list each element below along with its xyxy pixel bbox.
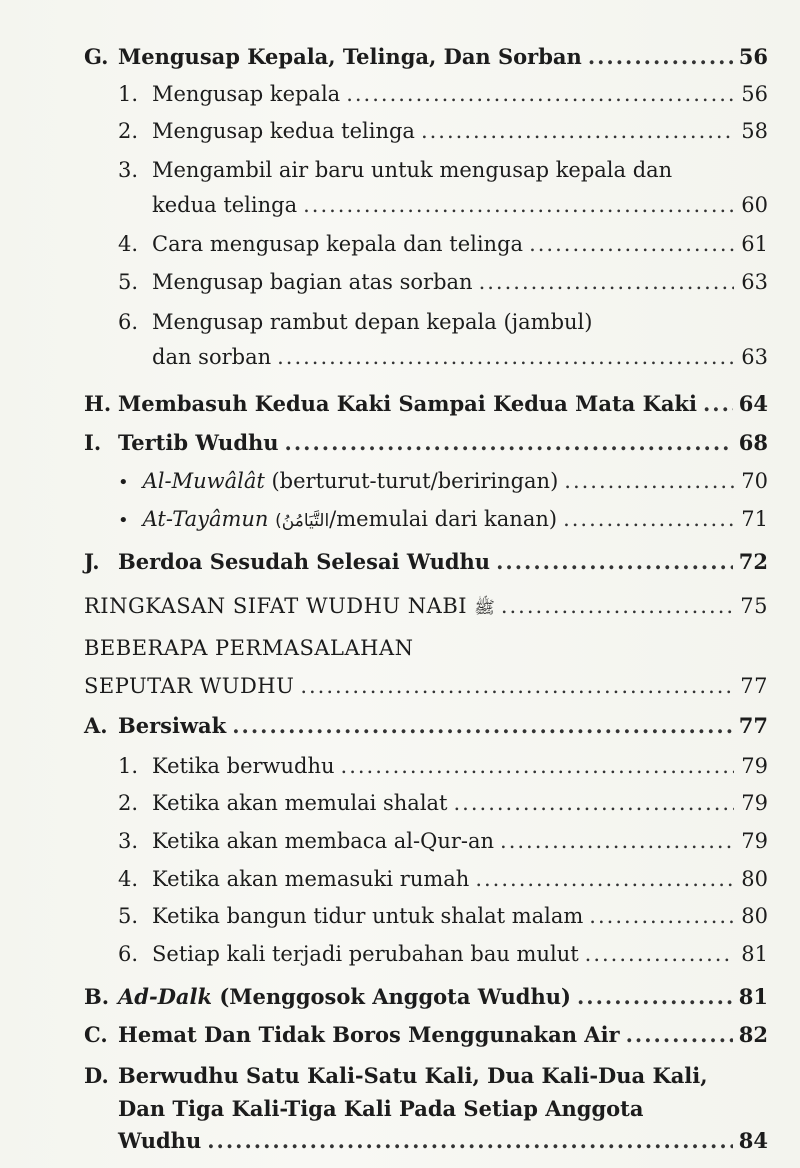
page-number: 72 <box>738 549 768 574</box>
toc-entry-a5[interactable]: 5. Ketika bangun tidur untuk shalat malam ..... 80 <box>118 904 768 928</box>
toc-entry-g2[interactable]: 2. Mengusap kedua telinga ..... 58 <box>118 119 768 143</box>
page-number: 64 <box>738 391 768 416</box>
dot-leader <box>577 984 733 1009</box>
toc-entry-g6[interactable]: dan sorban ..... 63 <box>152 345 768 369</box>
toc-entry-beberapa[interactable]: SEPUTAR WUDHU ..... 77 <box>84 674 768 698</box>
toc-entry-i-bullet2[interactable]: • At-Tayâmun (التَّيَامُنُ/memulai dari kanan) ..... 71 <box>118 507 768 531</box>
page-number: 63 <box>741 345 768 369</box>
page-number: 75 <box>740 594 768 618</box>
dot-leader <box>564 469 734 493</box>
page-number: 56 <box>738 44 768 69</box>
page-number: 63 <box>741 270 768 294</box>
dot-leader <box>454 791 735 815</box>
dot-leader <box>207 1128 733 1153</box>
toc-entry-d-line2[interactable]: Dan Tiga Kali-Tiga Kali Pada Setiap Anggota <box>118 1096 644 1121</box>
dot-leader <box>589 904 734 928</box>
toc-entry-g3-line1[interactable]: 3. Mengambil air baru untuk mengusap kepala dan <box>118 158 673 182</box>
toc-entry-g1[interactable]: 1. Mengusap kepala ..... 56 <box>118 82 768 106</box>
page-number: 71 <box>741 507 768 531</box>
dot-leader <box>475 867 734 891</box>
toc-entry-a1[interactable]: 1. Ketika berwudhu ..... 79 <box>118 754 768 778</box>
toc-entry-i-bullet1[interactable]: • Al-Muwâlât (berturut-turut/beriringan) ..... 70 <box>118 469 768 493</box>
page-number: 82 <box>738 1022 768 1047</box>
dot-leader <box>303 193 734 217</box>
toc-entry-c[interactable]: C. Hemat Dan Tidak Boros Menggunakan Air ..... 82 <box>84 1022 768 1047</box>
dot-leader <box>626 1022 733 1047</box>
page-number: 61 <box>741 232 768 256</box>
toc-entry-a2[interactable]: 2. Ketika akan memulai shalat ..... 79 <box>118 791 768 815</box>
toc-entry-beberapa-line1[interactable]: BEBERAPA PERMASALAHAN <box>84 636 414 660</box>
toc-entry-g5[interactable]: 5. Mengusap bagian atas sorban ..... 63 <box>118 270 768 294</box>
page-number: 70 <box>741 469 768 493</box>
page-number: 58 <box>741 119 768 143</box>
dot-leader <box>300 674 734 698</box>
toc-entry-j[interactable]: J. Berdoa Sesudah Selesai Wudhu ..... 72 <box>84 549 768 574</box>
salawat-glyph: ﷺ <box>474 598 495 618</box>
dot-leader <box>588 44 733 69</box>
dot-leader <box>585 942 734 966</box>
toc-entry-g4[interactable]: 4. Cara mengusap kepala dan telinga ..... 61 <box>118 232 768 256</box>
dot-leader <box>500 829 734 853</box>
page-number: 77 <box>738 713 768 738</box>
dot-leader <box>501 594 734 618</box>
dot-leader <box>529 232 734 256</box>
dot-leader <box>563 507 734 531</box>
toc-entry-g3[interactable]: kedua telinga ..... 60 <box>152 193 768 217</box>
bullet-icon: • <box>118 510 129 531</box>
page-number: 79 <box>741 754 768 778</box>
page-number: 81 <box>738 984 768 1009</box>
toc-entry-a4[interactable]: 4. Ketika akan memasuki rumah ..... 80 <box>118 867 768 891</box>
dot-leader <box>346 82 734 106</box>
dot-leader <box>496 549 733 574</box>
arabic-term: (التَّيَامُنُ <box>275 511 330 531</box>
page-number: 77 <box>740 674 768 698</box>
toc-entry-h[interactable]: H. Membasuh Kedua Kaki Sampai Kedua Mata Kaki ..... 64 <box>84 391 768 416</box>
page-number: 60 <box>741 193 768 217</box>
dot-leader <box>421 119 734 143</box>
page-number: 80 <box>741 904 768 928</box>
page-number: 79 <box>741 829 768 853</box>
dot-leader <box>479 270 734 294</box>
dot-leader <box>285 430 733 455</box>
page-number: 80 <box>741 867 768 891</box>
page-number: 84 <box>738 1128 768 1153</box>
toc-entry-a6[interactable]: 6. Setiap kali terjadi perubahan bau mulut ..... 81 <box>118 942 768 966</box>
dot-leader <box>341 754 734 778</box>
toc-entry-g[interactable]: G. Mengusap Kepala, Telinga, Dan Sorban ..... 56 <box>84 44 768 69</box>
dot-leader <box>703 391 733 416</box>
page-number: 56 <box>741 82 768 106</box>
toc-entry-a[interactable]: A. Bersiwak ..... 77 <box>84 713 768 738</box>
dot-leader <box>232 713 733 738</box>
toc-entry-ringkasan[interactable]: RINGKASAN SIFAT WUDHU NABI ﷺ ..... 75 <box>84 594 768 622</box>
toc-entry-i[interactable]: I. Tertib Wudhu ..... 68 <box>84 430 768 455</box>
toc-entry-d[interactable]: Wudhu ..... 84 <box>118 1128 768 1153</box>
page-number: 79 <box>741 791 768 815</box>
toc-entry-b[interactable]: B. Ad-Dalk (Menggosok Anggota Wudhu) ..... 81 <box>84 984 768 1009</box>
toc-entry-a3[interactable]: 3. Ketika akan membaca al-Qur-an ..... 79 <box>118 829 768 853</box>
toc-entry-d-line1[interactable]: D. Berwudhu Satu Kali-Satu Kali, Dua Kali-Dua Kali, <box>84 1063 708 1088</box>
toc-entry-g6-line1[interactable]: 6. Mengusap rambut depan kepala (jambul) <box>118 310 593 334</box>
dot-leader <box>277 345 734 369</box>
bullet-icon: • <box>118 472 129 493</box>
page-number: 81 <box>741 942 768 966</box>
page-number: 68 <box>738 430 768 455</box>
